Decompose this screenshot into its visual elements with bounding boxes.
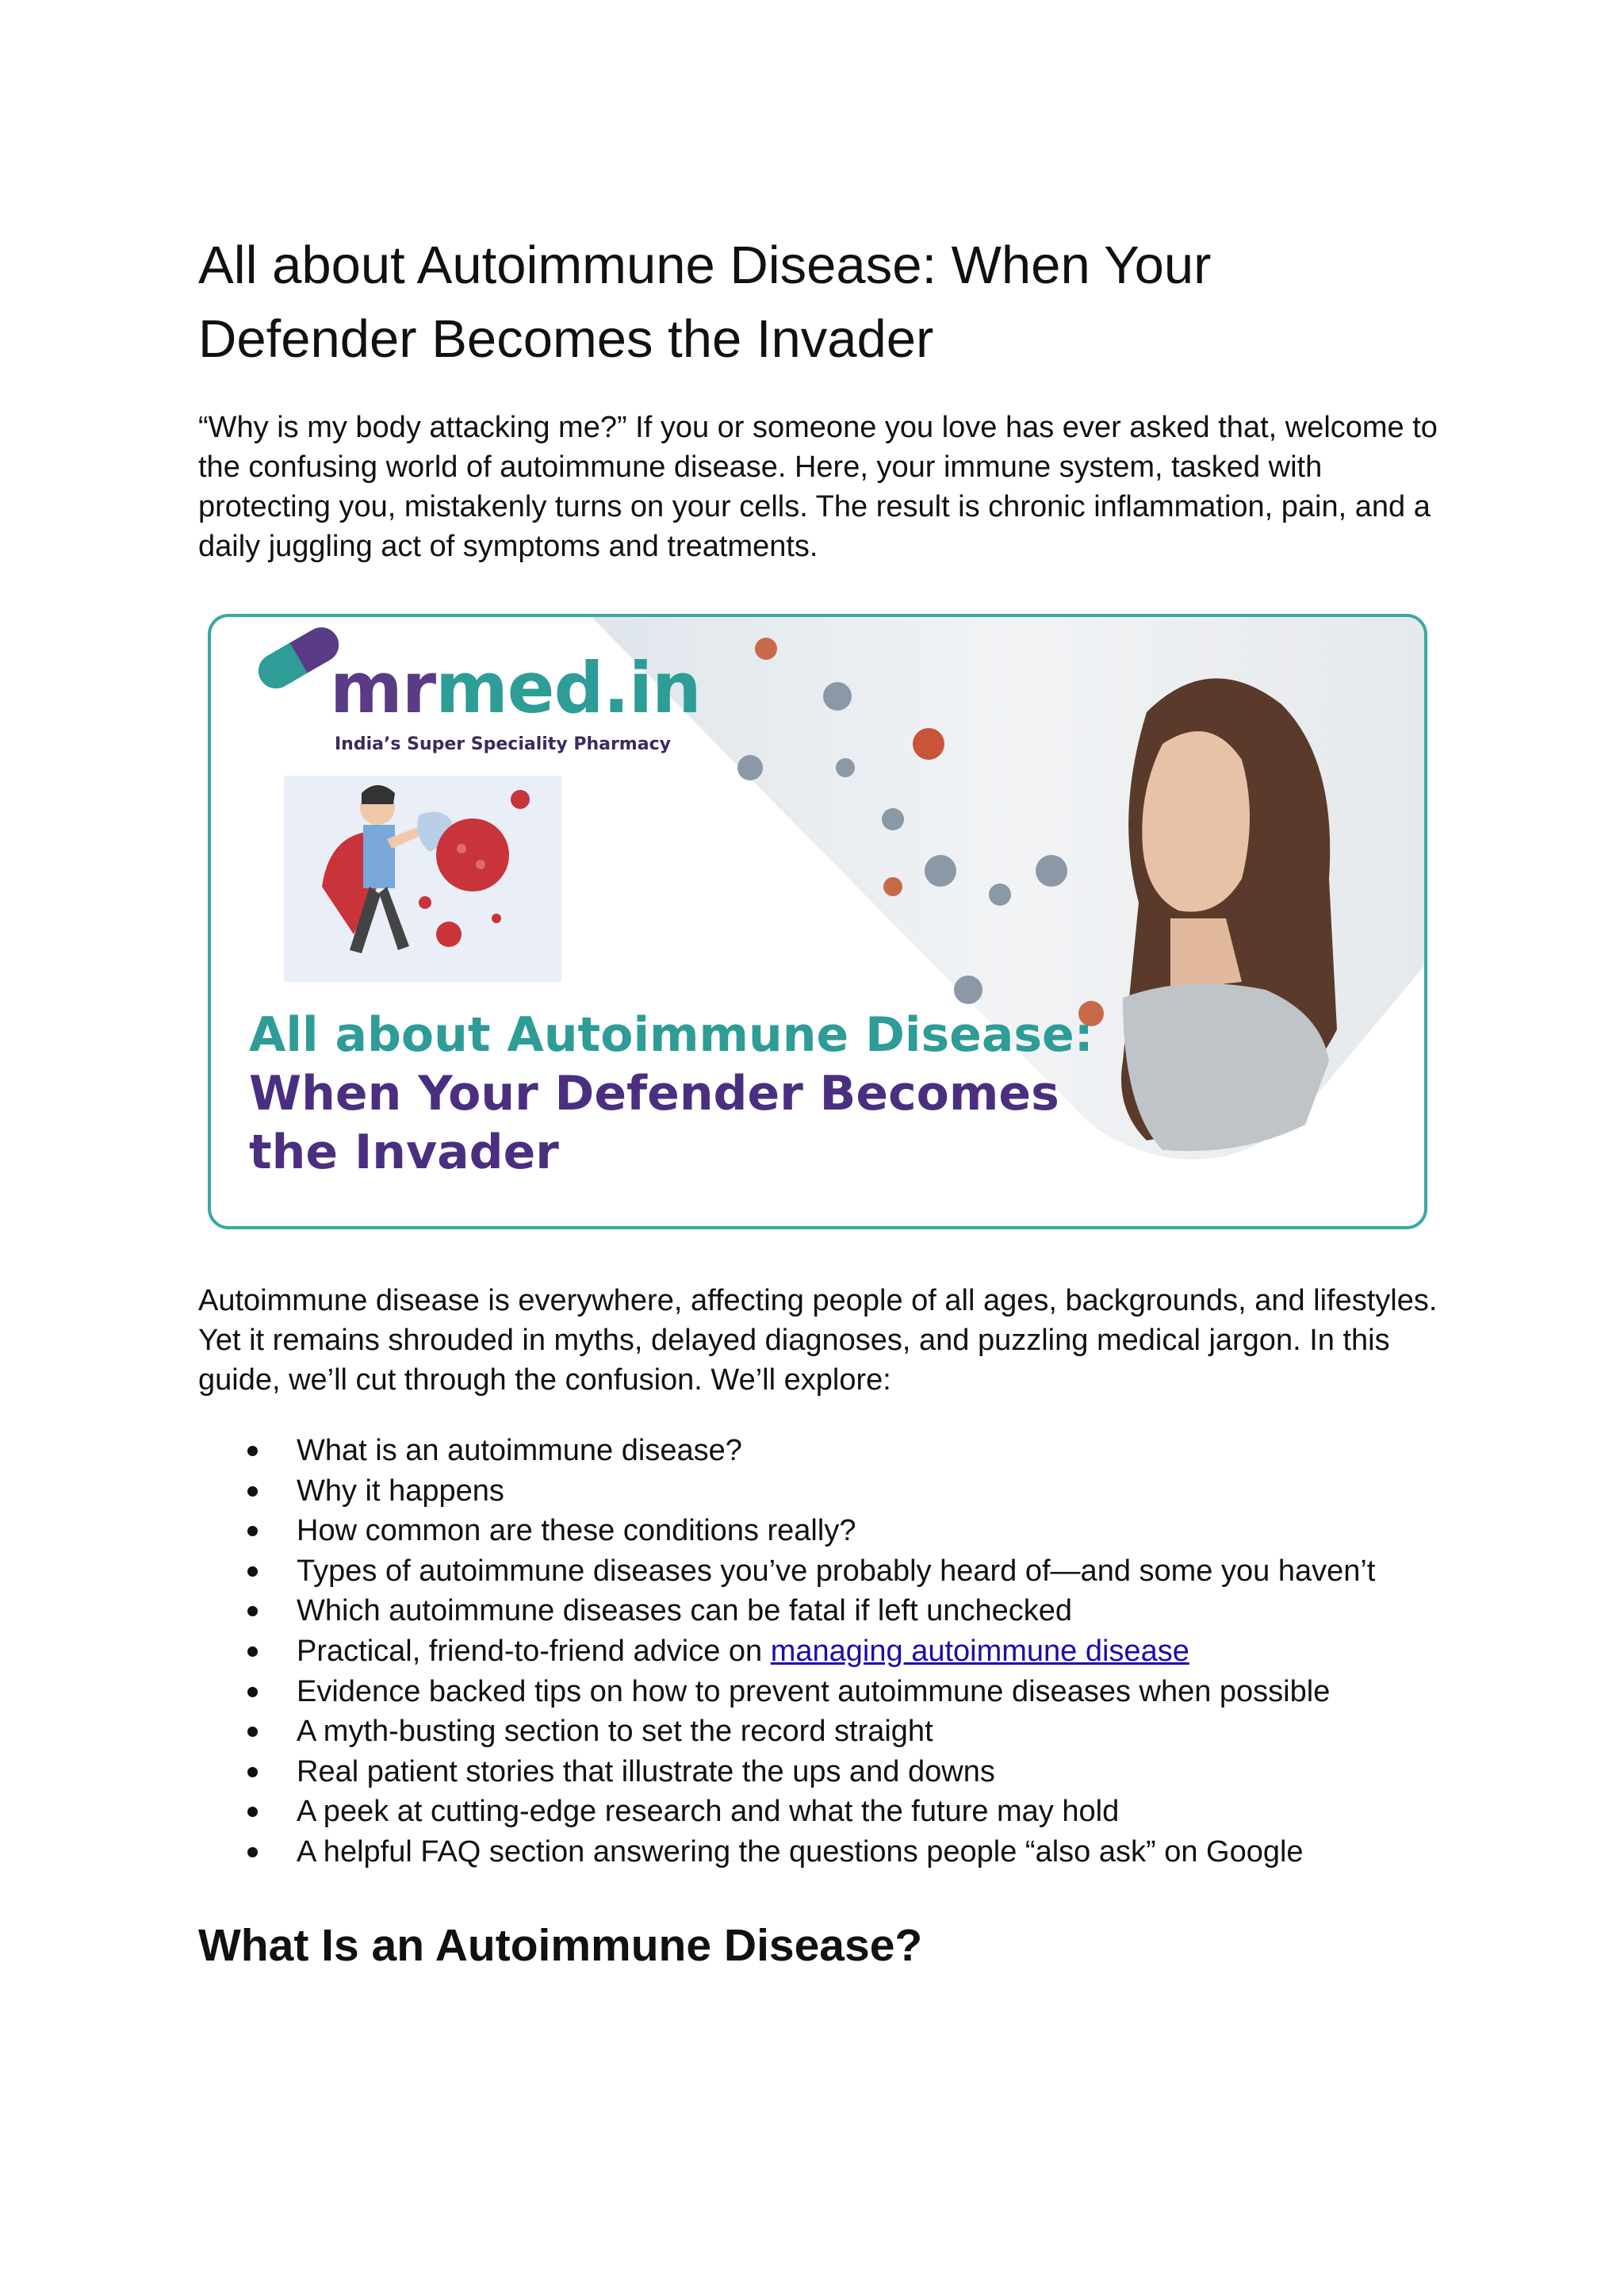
bullet-icon (247, 1687, 258, 1697)
bullet-icon (247, 1767, 258, 1777)
list-item: Real patient stories that illustrate the ups and downs (198, 1752, 1467, 1792)
article-banner-image (208, 614, 1427, 1229)
list-item: Which autoimmune diseases can be fatal if left unchecked (198, 1591, 1467, 1631)
brand-tagline: India’s Super Speciality Pharmacy (335, 734, 671, 754)
bullet-icon (247, 1446, 258, 1456)
list-item: Types of autoimmune diseases you’ve probably heard of—and some you haven’t (198, 1551, 1467, 1592)
list-item: A myth-busting section to set the record straight (198, 1711, 1467, 1752)
intro-paragraph: “Why is my body attacking me?” If you or someone you love has ever asked that, welcome to the confusing world of autoimmune disease. Here, your immune system, tasked with protecting you, mistakenly turns on your cells. The result is chronic inflammation, pain, and a daily juggling act of symptoms and treatments. (198, 411, 1438, 563)
list-item: How common are these conditions really? (198, 1511, 1467, 1551)
bullet-icon (247, 1847, 258, 1857)
managing-autoimmune-disease-link[interactable]: managing autoimmune disease (770, 1634, 1189, 1668)
bullet-icon (247, 1807, 258, 1817)
list-item: A helpful FAQ section answering the questions people “also ask” on Google (198, 1832, 1467, 1872)
brand-logo (330, 647, 701, 729)
list-item: Why it happens (198, 1471, 1467, 1512)
banner-heading: All about Autoimmune Disease: When Your Defender Becomes the Invader (249, 1007, 1094, 1180)
list-item: Practical, friend-to-friend advice on managing autoimmune disease (198, 1631, 1467, 1672)
page-title: All about Autoimmune Disease: When Your Defender Becomes the Invader (198, 236, 1212, 369)
topics-list (198, 1431, 1467, 1872)
bullet-icon (247, 1566, 258, 1577)
bullet-icon (247, 1727, 258, 1737)
list-item: Evidence backed tips on how to prevent autoimmune diseases when possible (198, 1672, 1467, 1712)
bullet-icon (247, 1606, 258, 1616)
overview-paragraph: Autoimmune disease is everywhere, affecting people of all ages, backgrounds, and lifestyles. Yet it remains shrouded in myths, delayed diagnoses, and puzzling medical jargon. In this guide, we’ll cut through the confusion. We’ll explore: (198, 1284, 1438, 1397)
section-heading: What Is an Autoimmune Disease? (198, 1920, 923, 1971)
woman-illustration (1121, 678, 1337, 1151)
bullet-icon (247, 1646, 258, 1657)
list-item: A peek at cutting-edge research and what the future may hold (198, 1792, 1467, 1832)
brand-name: mrmed.in (330, 647, 701, 729)
bullet-icon (247, 1526, 258, 1536)
bullet-icon (247, 1486, 258, 1497)
list-item: What is an autoimmune disease? (198, 1431, 1467, 1471)
